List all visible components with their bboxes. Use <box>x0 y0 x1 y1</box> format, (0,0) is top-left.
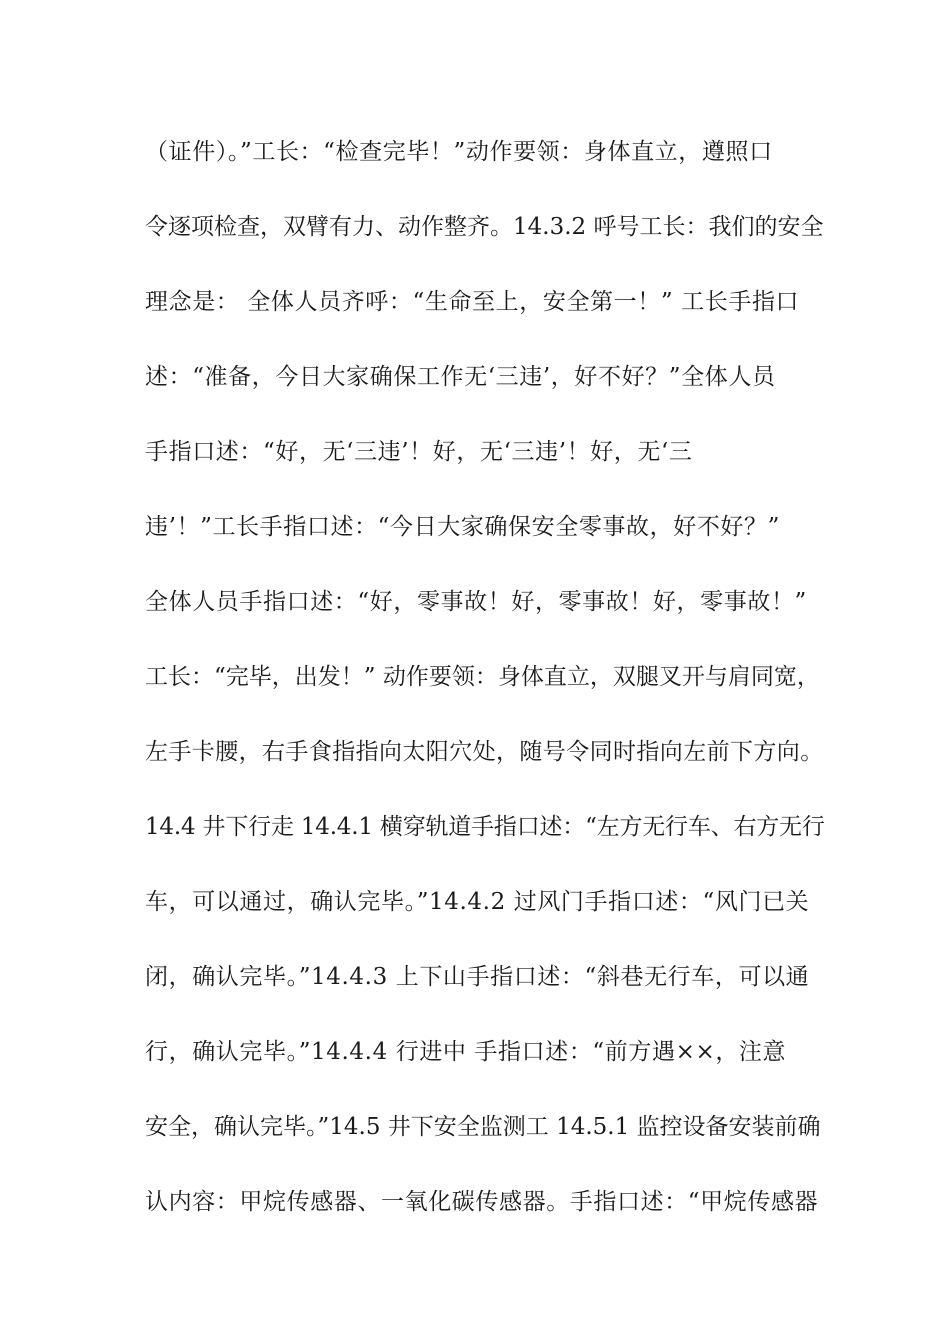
text-line: 安全，确认完毕。”14.5 井下安全监测工 14.5.1 监控设备安装前确 <box>145 1114 821 1140</box>
text-line: 全体人员手指口述：“好，零事故！好，零事故！好，零事故！” <box>145 589 807 615</box>
text-line: 令逐项检查，双臂有力、动作整齐。14.3.2 呼号工长：我们的安全 <box>145 214 824 240</box>
text-line: 车，可以通过，确认完毕。”14.4.2 过风门手指口述：“风门已关 <box>145 889 810 915</box>
text-line: 理念是： 全体人员齐呼：“生命至上，安全第一！” 工长手指口 <box>145 289 800 315</box>
text-line: 闭，确认完毕。”14.4.3 上下山手指口述：“斜巷无行车，可以通 <box>145 964 810 990</box>
body-text <box>145 132 825 1257</box>
text-line: 14.4 井下行走 14.4.1 横穿轨道手指口述：“左方无行车、右方无行 <box>145 814 825 840</box>
text-line: 手指口述：“好，无‘三违’！好，无‘三违’！好，无‘三 <box>145 439 693 465</box>
text-line: （证件）。”工长：“检查完毕！”动作要领：身体直立，遵照口 <box>145 139 773 165</box>
text-line: 工长：“完毕，出发！” 动作要领：身体直立，双腿叉开与肩同宽， <box>145 664 820 690</box>
text-line: 左手卡腰，右手食指指向太阳穴处，随号令同时指向左前下方向。 <box>145 739 824 765</box>
text-line: 行，确认完毕。”14.4.4 行进中 手指口述：“前方遇××，注意 <box>145 1039 787 1065</box>
text-line: 述：“准备，今日大家确保工作无‘三违’，好不好？”全体人员 <box>145 364 776 390</box>
text-line: 认内容：甲烷传感器、一氧化碳传感器。手指口述：“甲烷传感器 <box>145 1189 819 1215</box>
text-line: 违’！”工长手指口述：“今日大家确保安全零事故，好不好？” <box>145 514 780 540</box>
